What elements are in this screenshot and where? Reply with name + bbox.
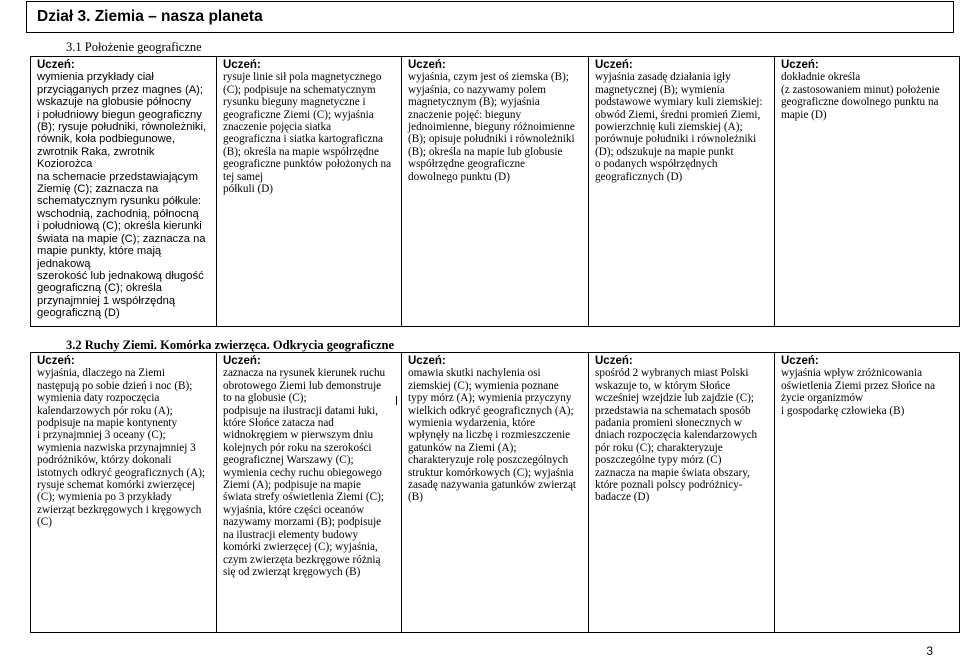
cell-text: wyjaśnia zasadę działania igły magnetycznej (B); wymienia podstawowe wymiary kuli ziemskiej: obwód Ziemi, średni promień Ziemi, powierzchnię kuli ziemskiej (A); porównuje południki i równoleżniki (D); odszukuje na mapie punkt o podanych współrzędnych geograficznych (D): [595, 71, 763, 183]
column-label: Uczeń:: [37, 59, 75, 71]
cell-text: zaznacza na rysunek kierunek ruchu obrotowego Ziemi lub demonstruje to na globusie (C); podpisuje na ilustracji datami łuki, które Słońce zatacza nad widnokręgiem w pierwszym dniu kolejnych pór roku na szerokości geograficznej Warszawy (C); wymienia cechy ruchu obiegowego Ziemi (A); podpisuje na mapie świata strefy oświetlenia Ziemi (C); wyjaśnia, które części oceanów nazywamy morzami (B); podpisuje na ilustracji elementy budowy komórki zwierzęcej (C); wyjaśnia, czym zwierzęta bezkręgowe różnią się od zwierząt kręgowych (B): [223, 367, 386, 578]
cell-text: wyjaśnia wpływ zróżnicowania oświetlenia Ziemi przez Słońce na życie organizmów i gospodarkę człowieka (B): [781, 367, 936, 417]
section-2-title: 3.2 Ruchy Ziemi. Komórka zwierzęca. Odkrycia geograficzne: [66, 338, 395, 352]
column-label: Uczeń:: [595, 59, 633, 71]
requirement-cell: [402, 353, 589, 633]
section-2-table: [30, 352, 960, 633]
column-label: Uczeń:: [408, 59, 446, 71]
column-label: Uczeń:: [37, 355, 75, 367]
requirement-cell: [589, 57, 775, 327]
column-label: Uczeń:: [595, 355, 633, 367]
column-label: Uczeń:: [223, 59, 261, 71]
chapter-header: [26, 1, 954, 33]
requirement-cell: [217, 57, 402, 327]
requirement-cell: [402, 57, 589, 327]
column-label: Uczeń:: [781, 355, 819, 367]
requirement-cell: [775, 57, 960, 327]
section-1-title: 3.1 Położenie geograficzne: [66, 40, 202, 54]
chapter-title: Dział 3. Ziemia – nasza planeta: [37, 8, 263, 25]
table-row: [31, 57, 960, 327]
requirement-cell: [31, 57, 217, 327]
cell-text: rysuje linie sił pola magnetycznego (C); podpisuje na schematycznym rysunku bieguny magnetyczne i geograficzne Ziemi (C); wyjaśnia znaczenie pojęcia siatka geograficzna i siatka kartograficzna (B); określa na mapie współrzędne geograficzne punktów położonych na tej samej półkuli (D): [223, 71, 392, 196]
cell-text: wyjaśnia, dlaczego na Ziemi następują po sobie dzień i noc (B); wymienia daty rozpoczęcia kalendarzowych pór roku (A); podpisuje na mapie kontynenty i przynajmniej 3 oceany (C); wymienia nazwiska przynajmniej 3 podróżników, którzy dokonali istotnych odkryć geograficznych (A); rysuje schemat komórki zwierzęcej (C); wymienia po 3 przykłady zwierząt bezkręgowych i kręgowych (C): [37, 367, 206, 529]
column-label: Uczeń:: [781, 59, 819, 71]
requirement-cell: [589, 353, 775, 633]
table-row: [31, 353, 960, 633]
column-label: Uczeń:: [408, 355, 446, 367]
cell-text: dokładnie określa (z zastosowaniem minut) położenie geograficzne dowolnego punktu na mapie (D): [781, 71, 940, 121]
section-1-table: [30, 56, 960, 327]
requirement-cell: [31, 353, 217, 633]
requirement-cell: [217, 353, 402, 633]
column-label: Uczeń:: [223, 355, 261, 367]
cell-text: wymienia przykłady ciał przyciąganych przez magnes (A); wskazuje na globusie północny i południowy biegun geograficzny (B); rysuje południki, równoleżniki, równik, koła podbiegunowe, zwrotnik Raka, zwrotnik Koziorożca na schemacie przedstawiającym Ziemię (C); zaznacza na schematycznym rysunku półkule: wschodnią, zachodnią, północną i południową (C); określa kierunki świata na mapie (C); zaznacza na mapie punkty, które mają jednakową szerokość lub jednakową długość geograficzną (C); określa przynajmniej 1 współrzędną geograficzną (D): [37, 71, 207, 320]
cell-text: omawia skutki nachylenia osi ziemskiej (C); wymienia poznane typy mórz (A); wymienia przyczyny wielkich odkryć geograficznych (A); wymienia wydarzenia, które wpłynęły na liczbę i rozmieszczenie gatunków na Ziemi (A); charakteryzuje rolę poszczególnych struktur komórkowych (C); wyjaśnia zasadę nazywania gatunków zwierząt (B): [408, 367, 577, 504]
page-number: 3: [926, 644, 933, 658]
text-cursor-mark: [396, 396, 397, 405]
cell-text: spośród 2 wybranych miast Polski wskazuje to, w którym Słońce wcześniej wzejdzie lub zajdzie (C); przedstawia na schematach sposób padania promieni słonecznych w dniach rozpoczęcia kalendarzowych pór roku (C); charakteryzuje poszczególne typy mórz (C) zaznacza na mapie świata obszary, które poznali polscy podróżnicy- badacze (D): [595, 367, 758, 504]
requirement-cell: [775, 353, 960, 633]
cell-text: wyjaśnia, czym jest oś ziemska (B); wyjaśnia, co nazywamy polem magnetycznym (B); wyjaśnia znaczenie pojęć: bieguny jednoimienne, bieguny różnoimienne (B); opisuje południki i równoleżniki (B); określa na mapie lub globusie współrzędne geograficzne dowolnego punktu (D): [408, 71, 575, 183]
